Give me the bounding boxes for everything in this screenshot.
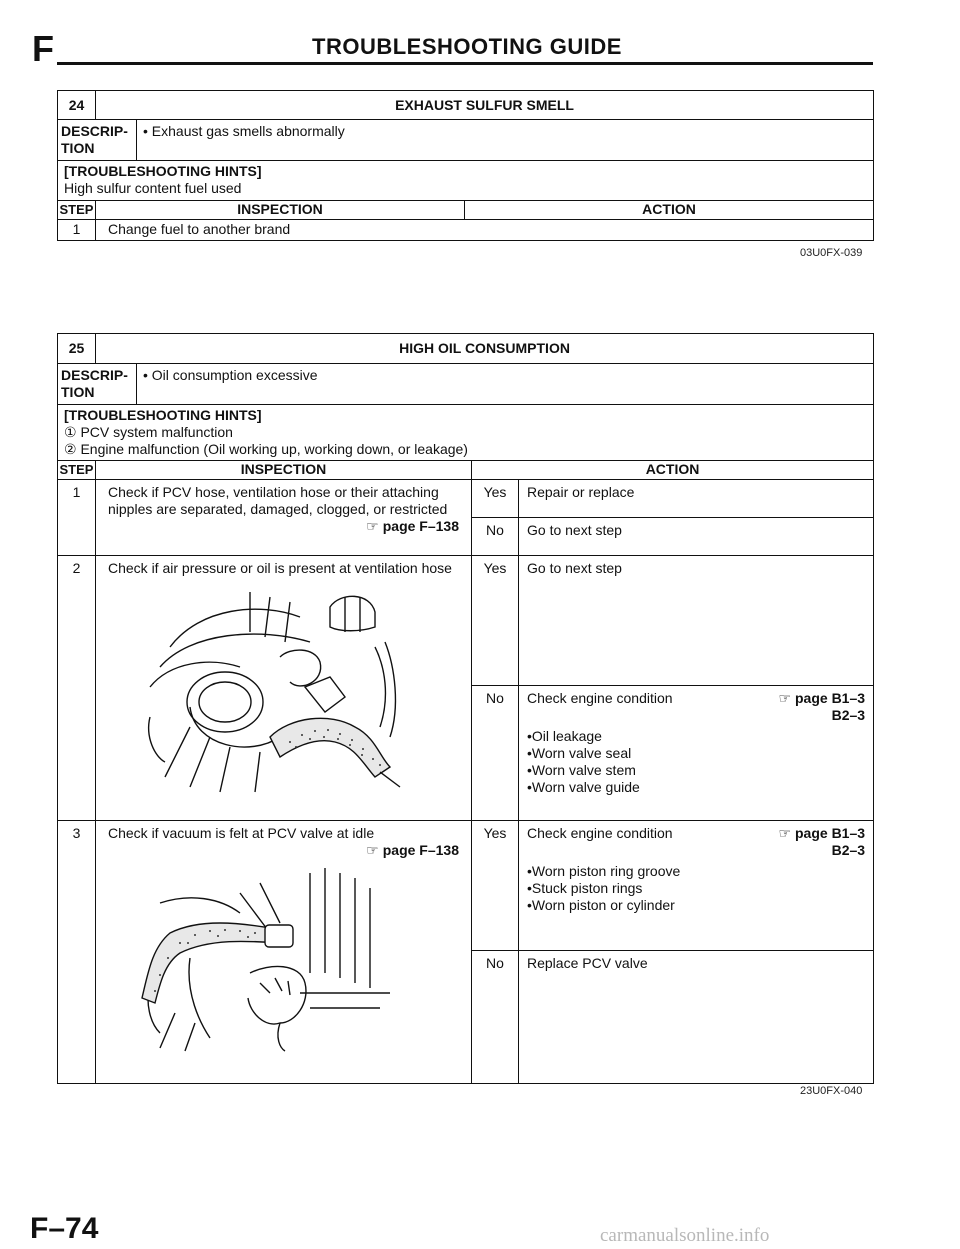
list-item: •Worn valve guide bbox=[527, 779, 640, 795]
inspection-text: Check if PCV hose, ventilation hose or their attaching nipples are separated, damaged, clogged, or restricted bbox=[108, 484, 448, 517]
step-inspection bbox=[96, 821, 472, 1084]
step-number: 1 bbox=[58, 220, 96, 241]
list-item: •Stuck piston rings bbox=[527, 880, 643, 896]
hand-pointer-icon: ☞ bbox=[778, 825, 791, 841]
list-item: •Oil leakage bbox=[527, 728, 602, 744]
condition-list bbox=[527, 728, 865, 796]
no-action bbox=[519, 686, 874, 821]
hand-pointer-icon: ☞ bbox=[366, 518, 379, 534]
section-title: EXHAUST SULFUR SMELL bbox=[96, 91, 874, 120]
hand-pointer-icon: ☞ bbox=[778, 690, 791, 706]
description-label: DESCRIP-TION bbox=[58, 364, 137, 405]
action-header: ACTION bbox=[472, 461, 874, 480]
hints-title: [TROUBLESHOOTING HINTS] bbox=[64, 163, 262, 179]
list-item: •Worn valve seal bbox=[527, 745, 632, 761]
no-action: Go to next step bbox=[519, 518, 874, 556]
section-title: HIGH OIL CONSUMPTION bbox=[96, 334, 874, 364]
description-text: • Exhaust gas smells abnormally bbox=[137, 120, 874, 161]
yes-action: Repair or replace bbox=[519, 480, 874, 518]
yes-label: Yes bbox=[472, 556, 519, 686]
step-inspection: Change fuel to another brand bbox=[96, 220, 874, 241]
page-reference: ☞ page F–138 bbox=[366, 518, 459, 534]
figure-code: 23U0FX-040 bbox=[800, 1085, 863, 1097]
list-item: •Worn piston ring groove bbox=[527, 863, 681, 879]
yes-action: Go to next step bbox=[519, 556, 874, 686]
table-row bbox=[58, 480, 874, 518]
hint-item: High sulfur content fuel used bbox=[64, 180, 242, 196]
no-label: No bbox=[472, 518, 519, 556]
section-letter: F bbox=[32, 28, 55, 69]
hint-item: ② Engine malfunction (Oil working up, working down, or leakage) bbox=[64, 441, 468, 457]
step-header: STEP bbox=[58, 461, 96, 480]
hints-title: [TROUBLESHOOTING HINTS] bbox=[64, 407, 262, 423]
inspection-header: INSPECTION bbox=[96, 201, 465, 220]
page-number: F–74 bbox=[30, 1212, 99, 1245]
no-action: Replace PCV valve bbox=[519, 951, 874, 1084]
page-reference: ☞ page B1–3 bbox=[778, 825, 866, 841]
page-reference: ☞ page B1–3 bbox=[778, 690, 866, 706]
step-number: 3 bbox=[58, 821, 96, 1084]
description-text: • Oil consumption excessive bbox=[137, 364, 874, 405]
inspection-header: INSPECTION bbox=[96, 461, 472, 480]
pcv-valve-illustration bbox=[130, 863, 410, 1053]
section-number: 25 bbox=[58, 334, 96, 364]
list-item: •Worn valve stem bbox=[527, 762, 636, 778]
table-24-exhaust-sulfur-smell bbox=[57, 90, 874, 241]
hint-item: ① PCV system malfunction bbox=[64, 424, 233, 440]
step-inspection bbox=[96, 556, 472, 821]
inspection-text: Check if vacuum is felt at PCV valve at idle bbox=[108, 825, 375, 841]
troubleshooting-hints bbox=[58, 161, 874, 201]
table-row bbox=[58, 220, 874, 241]
watermark: carmanualsonline.info bbox=[600, 1225, 770, 1246]
description-label: DESCRIP-TION bbox=[58, 120, 137, 161]
page-reference-2: B2–3 bbox=[831, 842, 866, 858]
action-text: Check engine condition bbox=[527, 825, 673, 841]
yes-label: Yes bbox=[472, 480, 519, 518]
table-row bbox=[58, 556, 874, 686]
table-row bbox=[58, 821, 874, 951]
condition-list bbox=[527, 863, 865, 914]
action-text: Check engine condition bbox=[527, 690, 673, 706]
page-title: TROUBLESHOOTING GUIDE bbox=[312, 34, 622, 59]
step-header: STEP bbox=[58, 201, 96, 220]
no-label: No bbox=[472, 951, 519, 1084]
no-label: No bbox=[472, 686, 519, 821]
list-item: •Worn piston or cylinder bbox=[527, 897, 675, 913]
yes-action bbox=[519, 821, 874, 951]
ventilation-hose-illustration bbox=[130, 587, 410, 797]
page-reference-2: B2–3 bbox=[831, 707, 866, 723]
inspection-text: Check if air pressure or oil is present at ventilation hose bbox=[108, 560, 452, 576]
step-number: 1 bbox=[58, 480, 96, 556]
section-number: 24 bbox=[58, 91, 96, 120]
hand-pointer-icon: ☞ bbox=[366, 842, 379, 858]
page-reference: ☞ page F–138 bbox=[366, 842, 459, 858]
step-inspection bbox=[96, 480, 472, 556]
figure-code: 03U0FX-039 bbox=[800, 247, 863, 259]
table-25-high-oil-consumption bbox=[57, 333, 874, 1084]
action-header: ACTION bbox=[465, 201, 874, 220]
step-number: 2 bbox=[58, 556, 96, 821]
header-rule bbox=[57, 62, 873, 65]
troubleshooting-hints bbox=[58, 405, 874, 461]
yes-label: Yes bbox=[472, 821, 519, 951]
